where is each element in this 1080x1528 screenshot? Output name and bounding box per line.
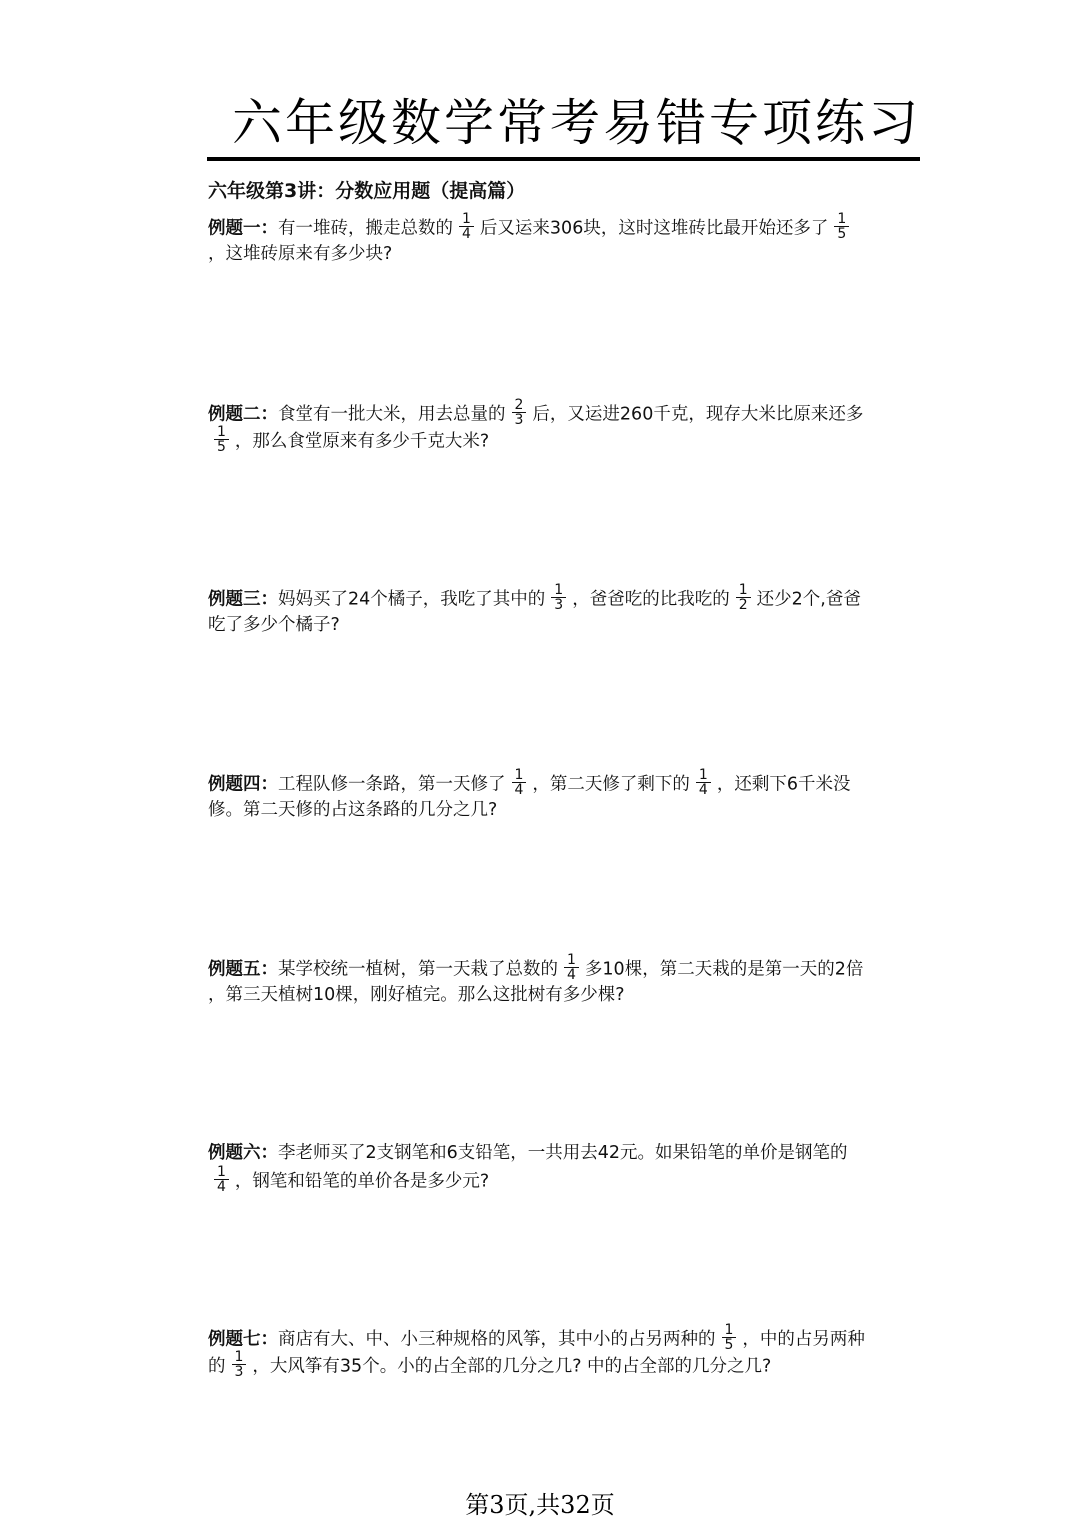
problem-line — [208, 767, 920, 798]
fraction-denominator: 5 — [722, 1337, 737, 1352]
problem-line — [208, 397, 920, 428]
fraction — [696, 768, 711, 797]
fraction-numerator: 1 — [567, 952, 576, 968]
problem-line — [208, 1164, 920, 1195]
fraction — [736, 583, 751, 612]
problem-text: 商店有大、中、小三种规格的风筝，其中小的占另两种的 — [278, 1329, 716, 1350]
problem-line — [208, 952, 920, 983]
problem-5 — [208, 952, 920, 1009]
problem-text: 妈妈买了24个橘子，我吃了其中的 — [278, 589, 546, 610]
problem-text: ，大风筝有35个。小的占全部的几分之几? 中的占全部的几分之几? — [252, 1356, 772, 1377]
page-number: 第3页,共32页 — [465, 1491, 615, 1519]
problem-label: 例题三： — [208, 589, 278, 610]
fraction — [214, 1165, 229, 1194]
fraction-denominator: 4 — [512, 782, 527, 797]
problem-text: 后又运来306块，这时这堆砖比最开始还多了 — [479, 218, 829, 239]
problem-text: 食堂有一批大米，用去总量的 — [278, 404, 506, 425]
fraction-denominator: 4 — [696, 782, 711, 797]
problem-line — [208, 612, 920, 639]
document-title: 六年级数学常考易错专项练习 — [232, 94, 921, 152]
problem-text: 多10棵，第二天栽的是第一天的2倍 — [584, 959, 864, 980]
fraction-numerator: 1 — [462, 211, 471, 227]
problem-label: 例题一： — [208, 218, 278, 239]
problem-text: ，还剩下6千米没 — [716, 774, 851, 795]
problem-text: ，第二天修了剩下的 — [532, 774, 690, 795]
problem-label: 例题七： — [208, 1329, 278, 1350]
problem-6 — [208, 1140, 920, 1194]
problem-text: ，中的占另两种 — [742, 1329, 865, 1350]
problem-line — [208, 241, 920, 268]
problem-text: ，那么食堂原来有多少千克大米? — [234, 431, 490, 452]
fraction-denominator: 3 — [512, 412, 527, 427]
problem-text: 的 — [208, 1356, 226, 1377]
problem-3 — [208, 582, 920, 639]
problem-text: 后，又运进260千克，现存大米比原来还多 — [532, 404, 864, 425]
fraction-numerator: 1 — [217, 1164, 226, 1180]
problem-text: ，第三天植树10棵，刚好植完。那么这批树有多少棵? — [208, 985, 625, 1005]
problem-line — [208, 211, 920, 242]
problem-4 — [208, 767, 920, 824]
problem-label: 例题四： — [208, 774, 278, 795]
fraction-numerator: 1 — [234, 1349, 244, 1365]
problem-label: 例题二： — [208, 404, 278, 425]
fraction-denominator: 5 — [834, 226, 849, 241]
problem-line — [208, 1349, 920, 1380]
problem-text: ，钢笔和铅笔的单价各是多少元? — [234, 1171, 490, 1192]
problem-text: 还少2个,爸爸 — [756, 589, 861, 610]
fraction-numerator: 2 — [514, 397, 524, 413]
fraction-denominator: 3 — [551, 597, 566, 612]
fraction-numerator: 1 — [514, 767, 524, 783]
problem-label: 例题五： — [208, 959, 278, 980]
problem-text: 某学校统一植树，第一天栽了总数的 — [278, 959, 558, 980]
problem-2 — [208, 397, 920, 455]
fraction-numerator: 1 — [724, 1322, 734, 1338]
fraction-numerator: 1 — [554, 582, 564, 598]
problem-text: 工程队修一条路，第一天修了 — [278, 774, 506, 795]
fraction-denominator: 4 — [214, 1179, 229, 1194]
fraction — [512, 768, 527, 797]
problem-line — [208, 1322, 920, 1353]
problem-text: 吃了多少个橘子? — [208, 615, 340, 635]
problem-text: ，这堆砖原来有多少块? — [208, 244, 393, 264]
fraction-denominator: 4 — [564, 967, 579, 982]
problem-1 — [208, 211, 920, 268]
fraction — [722, 1323, 737, 1352]
problem-line — [208, 582, 920, 613]
problem-text: 李老师买了2支钢笔和6支铅笔，一共用去42元。如果铅笔的单价是钢笔的 — [278, 1143, 848, 1163]
fraction-denominator: 4 — [459, 226, 474, 241]
fraction-numerator: 1 — [698, 767, 708, 783]
problem-line — [208, 982, 920, 1009]
problem-text: ，爸爸吃的比我吃的 — [572, 589, 730, 610]
problem-7 — [208, 1322, 920, 1380]
fraction — [459, 212, 474, 241]
fraction-numerator: 1 — [738, 582, 748, 598]
fraction-denominator: 5 — [214, 439, 229, 454]
problem-line — [208, 797, 920, 824]
problem-text: 修。第二天修的占这条路的几分之几? — [208, 800, 498, 820]
fraction-denominator: 2 — [736, 597, 751, 612]
fraction — [834, 212, 849, 241]
problem-line — [208, 1140, 920, 1167]
title-divider — [207, 157, 920, 161]
fraction — [232, 1350, 247, 1379]
fraction-numerator: 1 — [217, 424, 226, 440]
fraction — [512, 398, 527, 427]
fraction — [551, 583, 566, 612]
fraction — [214, 425, 229, 454]
problem-text: 有一堆砖，搬走总数的 — [278, 218, 453, 239]
fraction — [564, 953, 579, 982]
fraction-numerator: 1 — [837, 211, 847, 227]
problem-label: 例题六： — [208, 1143, 278, 1163]
problem-line — [208, 424, 920, 455]
fraction-denominator: 3 — [232, 1364, 247, 1379]
lesson-subtitle: 六年级第3讲：分数应用题（提高篇） — [208, 180, 526, 202]
